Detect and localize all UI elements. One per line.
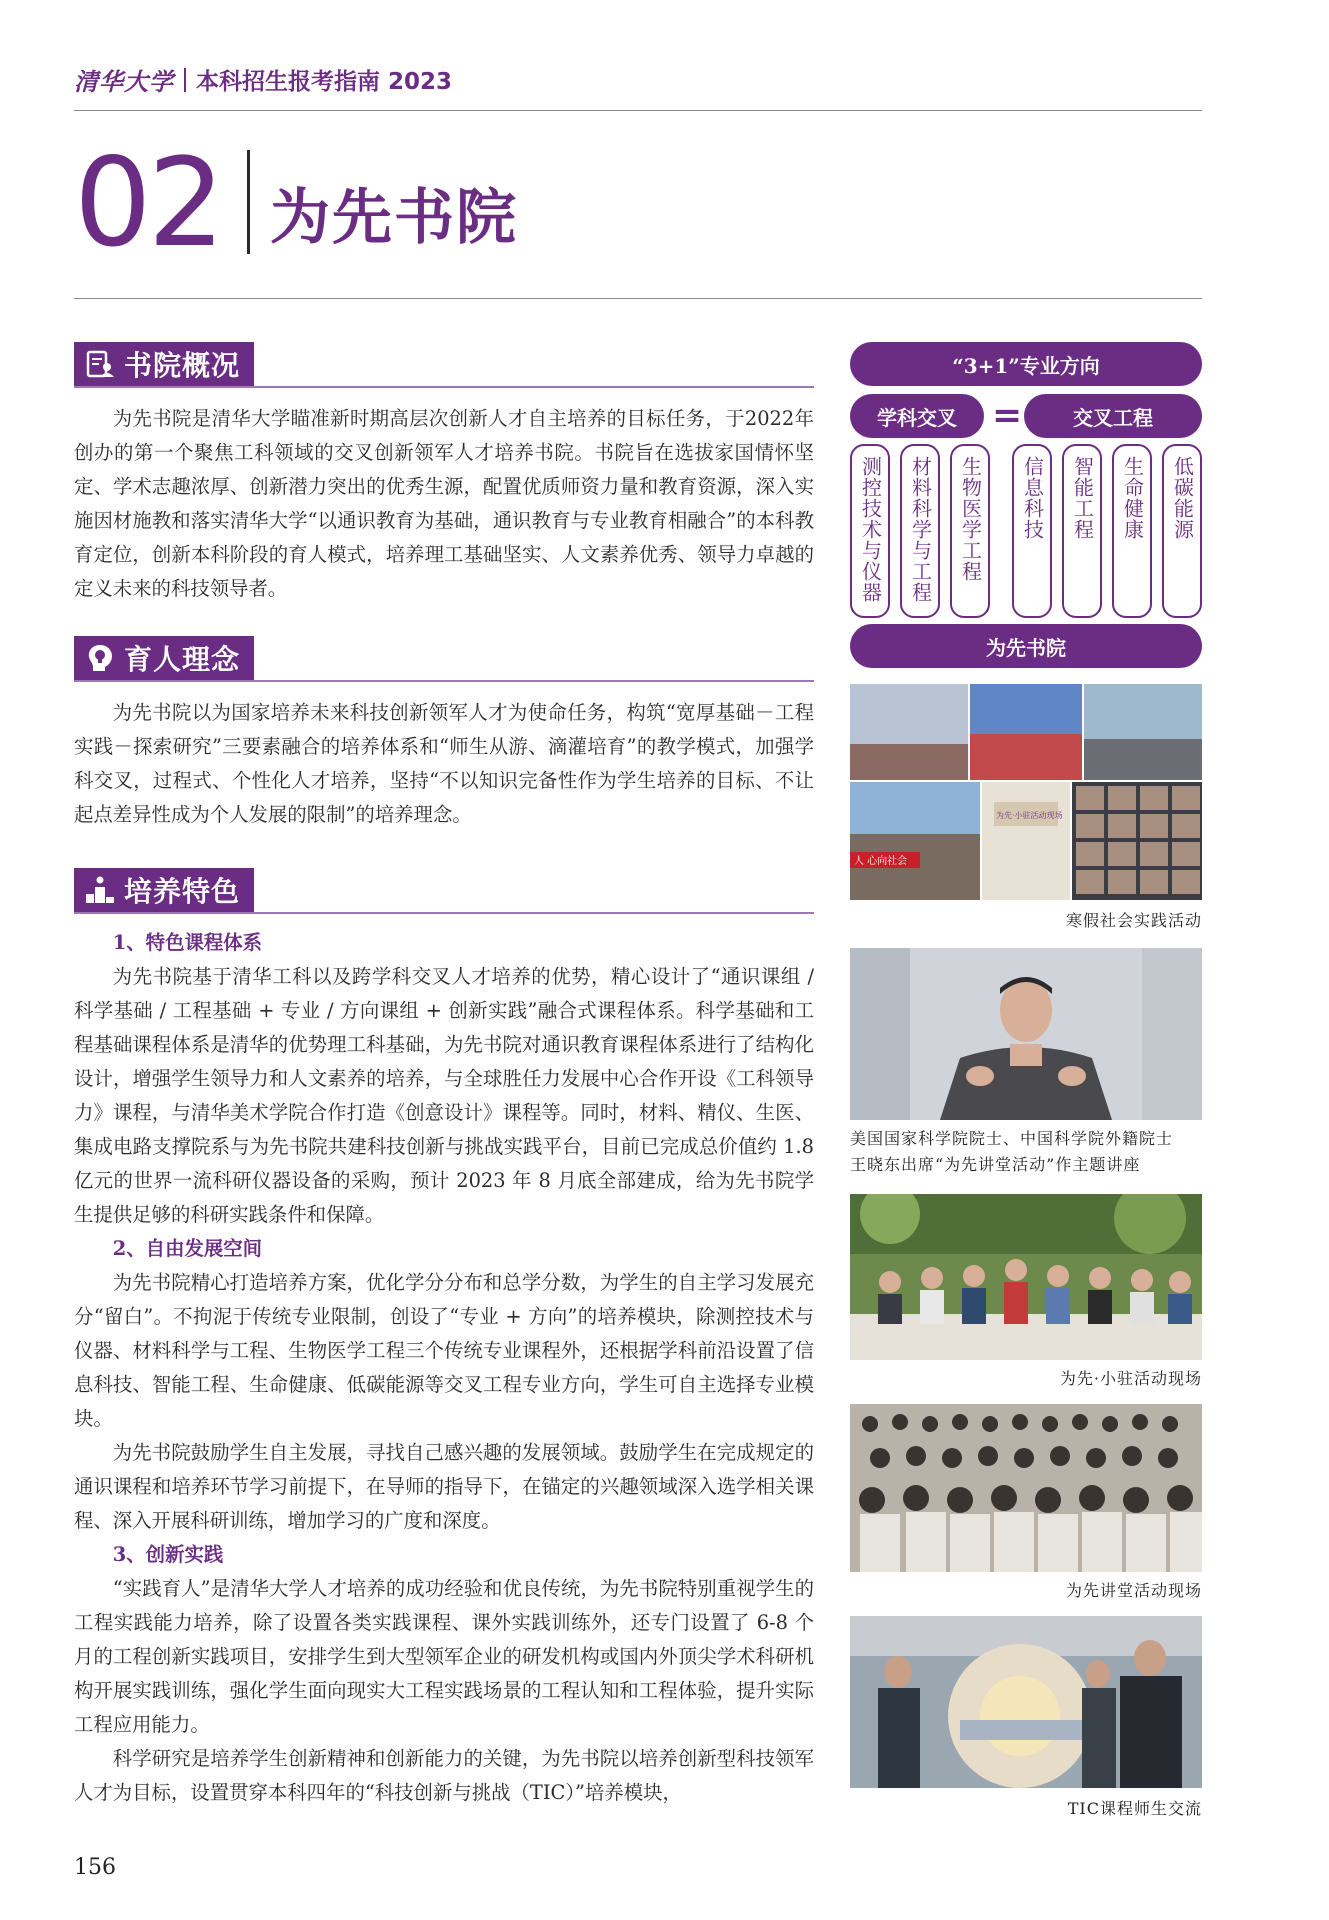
head-lightbulb-icon — [84, 642, 116, 674]
diagram-left-pill: 学科交叉 — [850, 394, 984, 438]
section-heading-philosophy — [74, 636, 814, 680]
diagram-right-pill: 交叉工程 — [1024, 394, 1202, 438]
paragraph: 为先书院精心打造培养方案，优化学分分布和总学分数，为学生的自主学习发展充分“留白”。不拘泥于传统专业限制，创设了“专业 + 方向”的培养模块，除测控技术与仪器、材料科学与工程、生物医学工程三个传统专业课程外，还根据学科前沿设置了信息科技、智能工程、生命健康、低碳能源等交叉工程专业方向，学生可自主选择专业模块。 — [74, 1271, 814, 1430]
photo-lecture-speaker — [850, 948, 1202, 1120]
chapter-number: 02 — [74, 132, 222, 274]
section-heading-features — [74, 868, 814, 912]
features-text — [74, 926, 814, 1810]
header-divider — [184, 68, 186, 92]
photo-lecture-hall — [850, 1404, 1202, 1572]
subheading: 1、特色课程体系 — [112, 931, 263, 954]
major-box: 生物医学工程 — [950, 444, 990, 618]
chapter-divider — [247, 150, 250, 254]
photo-caption: 为先·小驻活动现场 — [1059, 1369, 1202, 1388]
header-title: 本科招生报考指南 2023 — [196, 69, 453, 95]
chapter-rule — [74, 298, 1202, 299]
running-header — [74, 62, 452, 97]
diagram-top-pill: “3+1”专业方向 — [850, 342, 1202, 386]
diagram-bottom-pill: 为先书院 — [850, 624, 1202, 668]
header-rule — [74, 110, 1202, 111]
photo-caption: 美国国家科学院院士、中国科学院外籍院士 王晓东出席“为先讲堂活动”作主题讲座 — [850, 1129, 1174, 1174]
paragraph: 科学研究是培养学生创新精神和创新能力的关键，为先书院以培养创新型科技领军人才为目标，设置贯穿本科四年的“科技创新与挑战（TIC）”培养模块， — [74, 1747, 814, 1804]
document-user-icon — [84, 348, 116, 380]
photo-caption: 寒假社会实践活动 — [1065, 911, 1202, 930]
paragraph: “实践育人”是清华大学人才培养的成功经验和优良传统，为先书院特别重视学生的工程实践能力培养，除了设置各类实践课程、课外实践训练外，还专门设置了 6-8 个月的工程创新实践项目，安排学生到大型领军企业的研发机构或国内外顶尖学术科研机构开展实践训练，强化学生面向现实大工程实践场景的工程认知和工程体验，提升实际工程应用能力。 — [74, 1577, 814, 1736]
overview-text — [74, 402, 814, 606]
major-box: 测控技术与仪器 — [850, 444, 890, 618]
chapter-title: 为先书院 — [270, 183, 518, 253]
subheading: 3、创新实践 — [112, 1543, 224, 1566]
subheading: 2、自由发展空间 — [112, 1237, 263, 1260]
direction-box: 生命健康 — [1112, 444, 1152, 618]
paragraph: 为先书院是清华大学瞄准新时期高层次创新人才自主培养的目标任务，于2022年创办的第一个聚焦工科领域的交叉创新领军人才培养书院。书院旨在选拔家国情怀坚定、学术志趣浓厚、创新潜力突出的优秀生源，配置优质师资力量和教育资源，深入实施因材施教和落实清华大学“以通识教育为基础，通识教育与专业教育相融合”的本科教育定位，创新本科阶段的育人模式，培养理工基础坚实、人文素养优秀、领导力卓越的定义未来的科技领导者。 — [74, 407, 814, 600]
section-heading-overview — [74, 342, 814, 386]
section-title: 培养特色 — [124, 875, 241, 908]
direction-box: 低碳能源 — [1162, 444, 1202, 618]
major-structure-diagram — [850, 342, 1202, 668]
photo-group-activity — [850, 1194, 1202, 1360]
section-title: 育人理念 — [124, 643, 241, 676]
photo-winter-practice-collage — [850, 684, 1202, 900]
banner-text: 人 心向社会 — [854, 856, 908, 867]
direction-box: 智能工程 — [1062, 444, 1102, 618]
paragraph: 为先书院以为国家培养未来科技创新领军人才为使命任务，构筑“宽厚基础－工程实践－探索研究”三要素融合的培养体系和“师生从游、滴灌培育”的教学模式，加强学科交叉，过程式、个性化人才培养，坚持“不以知识完备性作为学生培养的目标、不让起点差异性成为个人发展的限制”的培养理念。 — [74, 701, 814, 826]
direction-box: 信息科技 — [1012, 444, 1052, 618]
equals-sign: = — [992, 395, 1023, 436]
banner-text: 为先·小驻活动现场 — [996, 811, 1063, 820]
tsinghua-logo: 清华大学 — [74, 67, 174, 96]
paragraph: 为先书院鼓励学生自主发展，寻找自己感兴趣的发展领域。鼓励学生在完成规定的通识课程和培养环节学习前提下，在导师的指导下，在锚定的兴趣领域深入选学相关课程、深入开展科研训练，增加学习的广度和深度。 — [74, 1441, 814, 1532]
photo-caption: 为先讲堂活动现场 — [1065, 1581, 1202, 1600]
photo-caption: TIC课程师生交流 — [1067, 1799, 1202, 1818]
podium-icon — [84, 874, 116, 906]
photo-tic-lab — [850, 1616, 1202, 1788]
major-box: 材料科学与工程 — [900, 444, 940, 618]
paragraph: 为先书院基于清华工科以及跨学科交叉人才培养的优势，精心设计了“通识课组 / 科学基础 / 工程基础 + 专业 / 方向课组 + 创新实践”融合式课程体系。科学基础和工程基础课程体系是清华的优势理工科基础，为先书院对通识教育课程体系进行了结构化设计，增强学生领导力和人文素养的培养，与全球胜任力发展中心合作开设《工科领导力》课程，与清华美术学院合作打造《创意设计》课程等。同时，材料、精仪、生医、集成电路支撑院系与为先书院共建科技创新与挑战实践平台，目前已完成总价值约 1.8 亿元的世界一流科研仪器设备的采购，预计 2023 年 8 月底全部建成，给为先书院学生提供足够的科研实践条件和保障。 — [74, 965, 814, 1226]
section-title: 书院概况 — [124, 349, 241, 382]
philosophy-text — [74, 696, 814, 832]
page-number: 156 — [74, 1855, 116, 1880]
